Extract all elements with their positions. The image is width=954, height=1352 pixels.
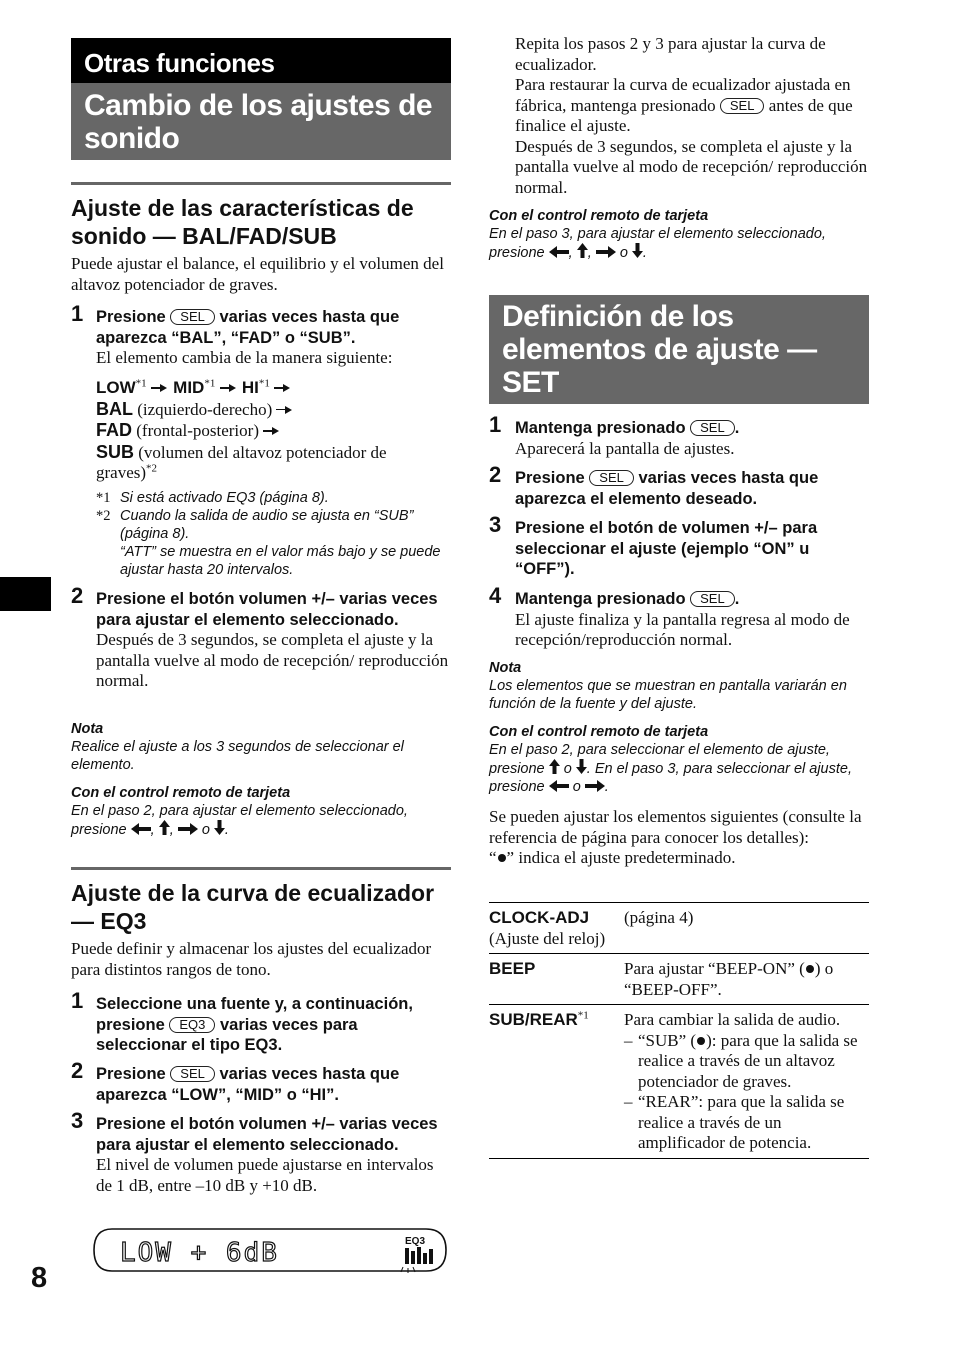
arrow-left-icon bbox=[131, 823, 151, 835]
cycle-bal-desc: (izquierdo-derecho) bbox=[137, 399, 273, 419]
eq3-step-3 bbox=[71, 1108, 451, 1196]
sel-key-icon: SEL bbox=[690, 591, 735, 607]
eq3-step-1 bbox=[71, 988, 451, 1056]
list-item bbox=[624, 1031, 869, 1093]
footnote-mark: *2 bbox=[96, 508, 111, 524]
eq3-continued-p1: Repita los pasos 2 y 3 para ajustar la curva de ecualizador. bbox=[515, 34, 826, 74]
bal-nota bbox=[71, 720, 451, 839]
set-title-box bbox=[489, 295, 869, 404]
step-text: varias veces hasta que aparezca “BAL”, “FAD” o “SUB”. bbox=[96, 308, 400, 347]
set-nota bbox=[489, 659, 869, 796]
lcd-display-illustration bbox=[92, 1227, 448, 1273]
cycle-mid: MID bbox=[173, 378, 205, 397]
remote-sep: o bbox=[572, 779, 581, 795]
set-step-4 bbox=[489, 583, 869, 651]
list-dash: – bbox=[624, 1030, 633, 1050]
table-value-cell bbox=[624, 954, 869, 1005]
bal-step-2 bbox=[71, 583, 451, 692]
remote-sep: , bbox=[587, 245, 592, 261]
step-desc: El ajuste finaliza y la pantalla regresa al modo de recepción/reproducción normal. bbox=[515, 609, 850, 649]
step-text: Presione bbox=[96, 308, 166, 326]
step-desc: El elemento cambia de la manera siguiente: bbox=[96, 348, 393, 367]
step-desc: Después de 3 segundos, se completa el ajuste y la pantalla vuelve al modo de recepción/ reproducción normal. bbox=[96, 630, 449, 690]
arrow-left-icon bbox=[549, 780, 569, 792]
section-title-box bbox=[71, 38, 451, 160]
arrow-down-icon bbox=[576, 759, 587, 774]
remote-sep: , bbox=[169, 822, 174, 838]
item-key: BEEP bbox=[489, 959, 536, 978]
cycle-hi: HI bbox=[241, 378, 259, 397]
step-desc: Aparecerá la pantalla de ajustes. bbox=[515, 438, 735, 458]
section-band bbox=[71, 38, 451, 83]
table-key-cell bbox=[489, 954, 624, 1005]
cycle-sub: SUB bbox=[96, 441, 135, 462]
lcd-display bbox=[92, 1227, 448, 1273]
footnotes bbox=[96, 489, 451, 579]
footnote-text: Cuando la salida de audio se ajusta en “SUB” (página 8). “ATT” se muestra en el valor más bajo y se puede ajustar hasta 20 intervalos. bbox=[120, 508, 441, 578]
default-dot-icon bbox=[498, 854, 506, 862]
arrow-right-icon bbox=[276, 406, 294, 414]
item-value: (página 4) bbox=[624, 908, 694, 927]
arrow-right-icon bbox=[596, 246, 616, 258]
chapter-tab-marker bbox=[0, 577, 51, 611]
step-text: varias veces para seleccionar el tipo EQ3. bbox=[96, 1015, 358, 1054]
sel-key-icon: SEL bbox=[170, 1066, 215, 1082]
step-number: 3 bbox=[489, 512, 502, 537]
list-text: “REAR”: para que la salida se realice a través de un amplificador de potencia. bbox=[638, 1092, 845, 1152]
step-number: 1 bbox=[71, 301, 84, 326]
step-number: 2 bbox=[71, 583, 84, 608]
step-text: Presione el botón volumen +/– varias veces para ajustar el elemento seleccionado. bbox=[96, 1115, 438, 1154]
para-text: “ bbox=[489, 848, 497, 867]
step-text: varias veces hasta que aparezca el elemento deseado. bbox=[515, 469, 819, 508]
step-number: 3 bbox=[71, 1108, 84, 1133]
default-dot-icon bbox=[697, 1037, 705, 1045]
cycle-sub-desc: (volumen del altavoz potenciador de graves) bbox=[96, 442, 387, 482]
step-text: Presione bbox=[96, 1065, 166, 1083]
arrow-right-icon bbox=[274, 384, 292, 392]
item-value: ) o “BEEP-OFF”. bbox=[624, 959, 834, 999]
cycle-fad: FAD bbox=[96, 420, 132, 440]
arrow-down-icon bbox=[632, 243, 643, 258]
page-title: Cambio de los ajustes de sonido bbox=[84, 89, 433, 155]
remote-text bbox=[71, 802, 451, 839]
step-text: Presione el botón de volumen +/– para seleccionar el ajuste (ejemplo “ON” u “OFF”). bbox=[515, 519, 818, 578]
nota-heading: Nota bbox=[71, 721, 104, 737]
eq3-continued-p2 bbox=[515, 75, 869, 137]
step-text: Mantenga presionado bbox=[515, 419, 686, 437]
bal-step-1 bbox=[71, 301, 451, 369]
arrow-down-icon bbox=[214, 820, 225, 835]
step-text: . bbox=[734, 590, 740, 608]
bal-heading bbox=[71, 182, 451, 250]
cycle-fad-desc: (frontal-posterior) bbox=[136, 421, 259, 440]
set-step-1 bbox=[489, 412, 869, 459]
para-text: Para restaurar la curva de ecualizador ajustada en fábrica, mantenga presionado bbox=[515, 75, 851, 115]
footnote-ref: *1 bbox=[258, 377, 270, 390]
lcd-text: LOW + 6dB bbox=[120, 1238, 279, 1268]
remote-text-part: En el paso 2, para ajustar el elemento seleccionado, presione bbox=[71, 803, 408, 838]
footnote-ref: *2 bbox=[146, 462, 158, 475]
footnote-ref: *1 bbox=[577, 1009, 589, 1022]
default-indicator-note bbox=[489, 848, 869, 869]
footnote-ref: *1 bbox=[204, 377, 216, 390]
table-value-cell bbox=[624, 903, 869, 954]
list-text: ): para que la salida se realice a través de un altavoz potenciador de graves. bbox=[638, 1030, 858, 1091]
step-text: Presione el botón volumen +/– varias veces para ajustar el elemento seleccionado. bbox=[96, 590, 438, 629]
remote-sep: . bbox=[224, 822, 229, 838]
step-text: Presione bbox=[515, 469, 585, 487]
arrow-right-icon bbox=[263, 427, 281, 435]
arrow-right-icon bbox=[178, 823, 198, 835]
set-items-para: Se pueden ajustar los elementos siguientes (consulte la referencia de página para conocer los detalles): bbox=[489, 807, 862, 847]
table-value-cell bbox=[624, 1005, 869, 1159]
step-number: 2 bbox=[489, 462, 502, 487]
remote-heading: Con el control remoto de tarjeta bbox=[489, 724, 709, 740]
set-title: Definición de los elementos de ajuste — SET bbox=[502, 300, 817, 399]
remote-text bbox=[489, 741, 869, 796]
arrow-up-icon bbox=[549, 759, 560, 774]
sel-key-icon: SEL bbox=[170, 309, 215, 325]
eq3-step-2 bbox=[71, 1058, 451, 1105]
arrow-right-icon bbox=[220, 384, 238, 392]
cycle-sequence bbox=[96, 378, 451, 484]
table-key-cell bbox=[489, 1005, 624, 1159]
nota-heading: Nota bbox=[489, 660, 522, 676]
remote-sep: o bbox=[619, 245, 628, 261]
table-row bbox=[489, 1005, 869, 1159]
list-text: “SUB” ( bbox=[638, 1030, 697, 1050]
cycle-low: LOW bbox=[96, 378, 136, 397]
remote-text-part: . En el paso 3, para seleccionar el ajuste, presione bbox=[489, 761, 852, 795]
remote-text-part: En el paso 2, para seleccionar el elemento de ajuste, presione bbox=[489, 742, 830, 777]
eq3-remote bbox=[489, 207, 869, 262]
para-text: ” indica el ajuste predeterminado. bbox=[506, 848, 736, 867]
remote-text-part: En el paso 3, para ajustar el elemento seleccionado, presione bbox=[489, 226, 826, 261]
remote-sep: o bbox=[201, 822, 210, 838]
lcd-badge: EQ3 bbox=[405, 1236, 426, 1247]
set-step-2 bbox=[489, 462, 869, 509]
cycle-bal: BAL bbox=[96, 398, 133, 419]
arrow-right-icon bbox=[585, 780, 605, 792]
step-number: 2 bbox=[71, 1058, 84, 1083]
eq3-continued bbox=[515, 34, 869, 198]
arrow-up-icon bbox=[577, 243, 588, 258]
default-dot-icon bbox=[806, 965, 814, 973]
footnote-mark: *1 bbox=[96, 490, 111, 506]
arrow-right-icon bbox=[151, 384, 169, 392]
eq3-heading-text: Ajuste de la curva de ecualizador — EQ3 bbox=[71, 880, 435, 934]
arrow-up-icon bbox=[159, 820, 170, 835]
table-row bbox=[489, 903, 869, 954]
bal-heading-text: Ajuste de las características de sonido — BAL/FAD/SUB bbox=[71, 195, 414, 249]
remote-sep: . bbox=[642, 245, 647, 261]
set-items-intro bbox=[489, 807, 869, 869]
para-text: antes de que finalice el ajuste. bbox=[515, 95, 853, 135]
table-row bbox=[489, 954, 869, 1005]
step-text: . bbox=[734, 419, 740, 437]
remote-heading: Con el control remoto de tarjeta bbox=[71, 785, 291, 801]
eq3-heading bbox=[71, 867, 451, 935]
footnote-2 bbox=[96, 507, 451, 579]
table-key-cell bbox=[489, 903, 624, 954]
step-text: varias veces hasta que aparezca “LOW”, “MID” o “HI”. bbox=[96, 1065, 400, 1104]
remote-sep: , bbox=[150, 822, 155, 838]
eq3-intro: Puede definir y almacenar los ajustes del ecualizador para distintos rangos de tono. bbox=[71, 939, 432, 979]
step-number: 1 bbox=[71, 988, 84, 1013]
remote-sep: , bbox=[568, 245, 573, 261]
footnote-ref: *1 bbox=[135, 377, 147, 390]
arrow-left-icon bbox=[549, 246, 569, 258]
step-text: Seleccione una fuente y, a continuación, presione bbox=[96, 995, 413, 1034]
step-number: 4 bbox=[489, 583, 502, 608]
item-key: SUB/REAR bbox=[489, 1010, 578, 1029]
step-number: 1 bbox=[489, 412, 502, 437]
footnote-text: Si está activado EQ3 (página 8). bbox=[120, 490, 329, 506]
section-band-label: Otras funciones bbox=[84, 48, 275, 78]
list-item bbox=[624, 1092, 869, 1154]
sel-key-icon: SEL bbox=[690, 420, 735, 436]
equalizer-bars-icon bbox=[405, 1247, 433, 1264]
step-text: Mantenga presionado bbox=[515, 590, 686, 608]
item-key: CLOCK-ADJ bbox=[489, 908, 590, 927]
remote-text bbox=[489, 225, 869, 262]
nota-text: Los elementos que se muestran en pantalla variarán en función de la fuente y del ajuste. bbox=[489, 678, 847, 712]
remote-sep: . bbox=[604, 779, 609, 795]
remote-heading: Con el control remoto de tarjeta bbox=[489, 208, 709, 224]
item-key-sub: (Ajuste del reloj) bbox=[489, 928, 606, 948]
nota-text: Realice el ajuste a los 3 segundos de seleccionar el elemento. bbox=[71, 739, 404, 773]
footnote-1 bbox=[96, 489, 451, 507]
list-dash: – bbox=[624, 1092, 633, 1111]
set-step-3 bbox=[489, 512, 869, 580]
page-number: 8 bbox=[31, 1262, 48, 1294]
bal-intro: Puede ajustar el balance, el equilibrio y el volumen del altavoz potenciador de graves. bbox=[71, 254, 444, 294]
step-desc: El nivel de volumen puede ajustarse en intervalos de 1 dB, entre –10 dB y +10 dB. bbox=[96, 1155, 434, 1195]
item-value: Para cambiar la salida de audio. bbox=[624, 1010, 841, 1029]
remote-sep: o bbox=[563, 761, 572, 777]
set-items-table bbox=[489, 902, 869, 1159]
blink-rays-icon bbox=[401, 1267, 415, 1273]
sel-key-icon: SEL bbox=[589, 470, 634, 486]
eq3-continued-p3: Después de 3 segundos, se completa el ajuste y la pantalla vuelve al modo de recepción/ reproducción normal. bbox=[515, 136, 868, 197]
eq3-key-icon: EQ3 bbox=[169, 1017, 215, 1033]
sel-key-icon: SEL bbox=[720, 98, 765, 114]
item-value: Para ajustar “BEEP-ON” ( bbox=[624, 959, 805, 978]
